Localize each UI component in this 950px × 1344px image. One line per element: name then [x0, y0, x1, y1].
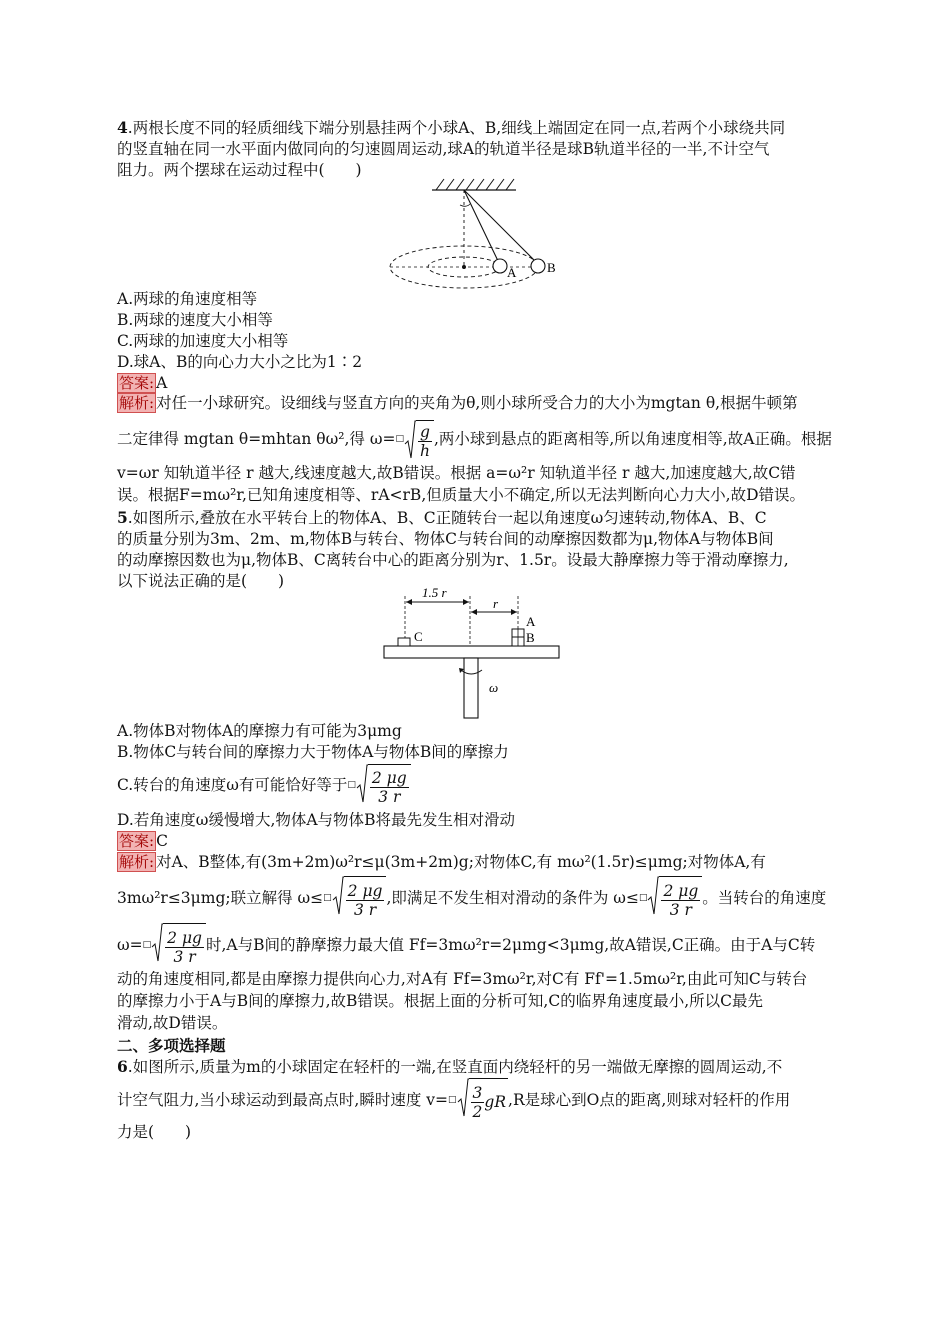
section-heading: 二、多项选择题 [117, 1036, 226, 1055]
frac-num: 2 μg [663, 882, 699, 900]
q5-fig-label-b: B [526, 630, 535, 645]
frac-den: 3 r [669, 901, 692, 919]
q4-option-a: A.两球的角速度相等 [117, 290, 258, 308]
q5-analysis-line6: 滑动,故D错误。 [117, 1014, 228, 1032]
q4-answer-value: A [156, 374, 168, 392]
q4-stem-line2: 的竖直轴在同一水平面内做同向的匀速圆周运动,球A的轨道半径是球B轨道半径的一半,不计空气 [117, 140, 770, 158]
sqrt-g-over-h [404, 420, 434, 460]
q5-analysis-line2: 3mω²r≤3μmg;联立解得 ω≤□ $\frac{2 \mu g}{3 r}$ ,即满足不发生相对滑动的条件为 ω≤□ $\frac{2 \mu g}{3 r}$ 。当转台的角速度 [117, 875, 839, 923]
gR-term: gR [484, 1092, 507, 1111]
q4-analysis-line4: 误。根据F=mω²r,已知角速度相等、rA<rB,但质量大小不确定,所以无法判断向心力大小,故D错误。 [117, 486, 806, 504]
q4-options [117, 289, 839, 394]
frac-num: 3 [472, 1084, 483, 1102]
q5-fig-label-c: C [414, 629, 423, 644]
frac-num: 2 μg [371, 769, 407, 787]
q5-fig-label-1-5r: 1.5 r [422, 585, 447, 600]
q5-analysis-line2c: 。当转台的角速度 [702, 889, 827, 907]
frac-num: 2 μg [347, 882, 383, 900]
q5-answer-tag: 答案: [119, 832, 155, 850]
frac-den: 2 [472, 1103, 483, 1121]
q5-fig-label-r: r [493, 596, 499, 611]
q4-option-d: D.球A、B的向心力大小之比为1∶2 [117, 353, 363, 371]
q4-pendulum-figure [388, 172, 588, 292]
frac-den: 3 r [353, 901, 377, 919]
q4-analysis-line2: 二定律得 mgtan θ=mhtan θω²,得 ω=□ $\frac{g}{h}$ ,两小球到悬点的距离相等,所以角速度相等,故A正确。根据 [117, 420, 839, 460]
q4-analysis [117, 393, 839, 413]
sqrt-2ug-over-3r [332, 876, 387, 923]
q4-number: 4 [117, 118, 128, 137]
q4-analysis-rest [117, 462, 839, 506]
q4-analysis-line3: v=ωr 知轨道半径 r 越大,线速度越大,故B错误。根据 a=ω²r 知轨道半径 r 越大,加速度越大,故C错 [117, 464, 796, 482]
frac-den: h [419, 441, 430, 460]
frac-num: g [420, 422, 430, 441]
q6-stem [117, 1056, 839, 1078]
sqrt-3-over-2-gR [457, 1078, 508, 1125]
q5-stem-line2: 的质量分别为3m、2m、m,物体B与转台、物体C与转台间的动摩擦因数都为μ,物体A与物体B间 [117, 530, 774, 548]
q4-analysis-tag: 解析: [119, 394, 155, 412]
q5-option-d-and-answer [117, 810, 839, 873]
frac-den: 3 r [173, 948, 196, 966]
q5-stem-line1: .如图所示,叠放在水平转台上的物体A、B、C正随转台一起以角速度ω匀速转动,物体A、B、C [127, 509, 767, 527]
q5-analysis-line1: 对A、B整体,有(3m+2m)ω²r≤μ(3m+2m)g;对物体C,有 mω²(1.5r)≤μmg;对物体A,有 [156, 853, 766, 871]
sqrt-2ug-over-3r [647, 876, 702, 923]
q5-option-c-text: C.转台的角速度ω有可能恰好等于 [117, 776, 348, 794]
q4-option-b: B.两球的速度大小相等 [117, 311, 273, 329]
q5-stem [117, 507, 839, 592]
q6-number: 6 [117, 1057, 128, 1076]
q4-analysis-line1: 对任一小球研究。设细线与竖直方向的夹角为θ,则小球所受合力的大小为mgtan θ,根据牛顿第 [156, 394, 798, 412]
q4-fig-label-b: B [547, 260, 556, 275]
q5-option-d: D.若角速度ω缓慢增大,物体A与物体B将最先发生相对滑动 [117, 811, 515, 829]
q5-analysis-line2b: ,即满足不发生相对滑动的条件为 ω≤ [386, 889, 639, 907]
q4-analysis-line2a: 二定律得 mgtan θ=mhtan θω²,得 ω= [117, 430, 396, 448]
q5-analysis-rest [117, 968, 839, 1034]
q4-stem-line3: 阻力。两个摆球在运动过程中( ) [117, 161, 362, 179]
q5-analysis-line5: 的摩擦力小于A与B间的摩擦力,故B错误。根据上面的分析可知,C的临界角速度最小,所以C最先 [117, 992, 763, 1010]
q5-analysis-tag: 解析: [119, 853, 155, 871]
q5-option-a: A.物体B对物体A的摩擦力有可能为3μmg [117, 722, 402, 740]
q5-fig-label-a: A [526, 614, 536, 629]
q4-fig-label-a: A [507, 265, 517, 280]
sqrt-2ug-over-3r [356, 764, 411, 809]
q5-option-b: B.物体C与转台间的摩擦力大于物体A与物体B间的摩擦力 [117, 743, 509, 761]
q4-option-c: C.两球的加速度大小相等 [117, 332, 289, 350]
q4-stem-line1: .两根长度不同的轻质细线下端分别悬挂两个小球A、B,细线上端固定在同一点,若两个小球绕共同 [127, 119, 786, 137]
q5-analysis-line2a: 3mω²r≤3μmg;联立解得 ω≤ [117, 889, 324, 907]
q5-options-ab [117, 721, 839, 763]
q6-stem-line2a: 计空气阻力,当小球运动到最高点时,瞬时速度 v= [117, 1091, 449, 1109]
q6-stem-line2: 计空气阻力,当小球运动到最高点时,瞬时速度 v=□ $\frac{3}{2}$ gR ,R是球心到O点的距离,则球对轻杆的作用 [117, 1077, 839, 1125]
q5-answer-value: C [156, 832, 168, 850]
q5-turntable-figure [379, 582, 569, 722]
q4-answer-tag: 答案: [119, 374, 155, 392]
q5-stem-line4: 以下说法正确的是( ) [117, 572, 285, 590]
q5-option-c: C.转台的角速度ω有可能恰好等于□ $\frac{2 \mu g}{3 r}$ [117, 763, 839, 809]
q4-answer [117, 373, 839, 394]
q6-stem-line3: 力是( ) [117, 1123, 192, 1141]
frac-num: 2 μg [167, 929, 202, 947]
q5-analysis-line3b: 时,A与B间的静摩擦力最大值 Ff=3mω²r=2μmg<3μmg,故A错误,C正确。由于A与C转 [205, 936, 816, 954]
q5-stem-line3: 的动摩擦因数也为μ,物体B、C离转台中心的距离分别为r、1.5r。设最大静摩擦力等于滑动摩擦力, [117, 551, 789, 569]
sqrt-2ug-over-3r [151, 923, 206, 970]
q6-stem-line2b: ,R是球心到O点的距离,则球对轻杆的作用 [508, 1091, 791, 1109]
q5-number: 5 [117, 508, 128, 527]
q5-answer [117, 831, 839, 852]
q5-analysis-line4: 动的角速度相同,都是由摩擦力提供向心力,对A有 Ff=3mω²r,对C有 Ff'=1.5mω²r,由此可知C与转台 [117, 970, 808, 988]
frac-den: 3 r [378, 788, 401, 806]
q5-fig-label-omega: ω [489, 680, 499, 695]
q6-stem-line1: .如图所示,质量为m的小球固定在轻杆的一端,在竖直面内绕轻杆的另一端做无摩擦的圆周运动,不 [127, 1058, 783, 1076]
q5-analysis-line3: ω=□ $\frac{2 \mu g}{3 r}$ 时,A与B间的静摩擦力最大值 Ff=3mω²r=2μmg<3μmg,故A错误,C正确。由于A与C转 [117, 922, 839, 970]
q4-analysis-line2b: ,两小球到悬点的距离相等,所以角速度相等,故A正确。根据 [433, 430, 832, 448]
q5-analysis-line3a: ω= [117, 936, 143, 954]
